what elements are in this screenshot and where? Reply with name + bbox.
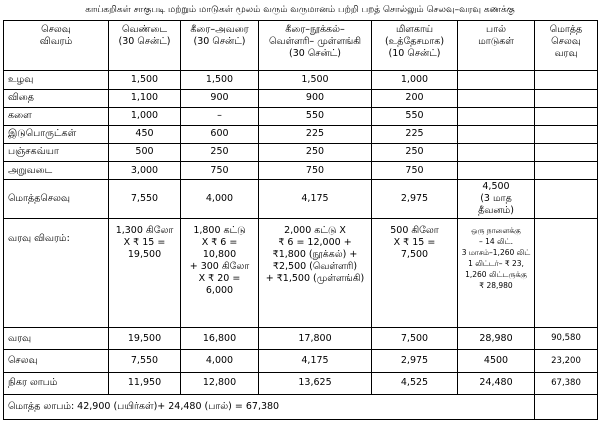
income-calc-cell: [181, 219, 259, 328]
cell-line: செலவு: [41, 24, 71, 35]
income-calc-cell: [458, 219, 535, 328]
value-cell: 250: [259, 143, 372, 161]
cell-line: மாடுகள்: [478, 36, 514, 47]
cell-line: விவரம்: [39, 36, 73, 47]
value-cell: 1,100: [109, 89, 181, 107]
income-calc-cell: [372, 219, 458, 328]
cell-line: X ₹ 20 =: [198, 273, 241, 285]
column-header: [259, 21, 372, 71]
value-cell: 1,500: [259, 71, 372, 89]
value-cell: 1,000: [109, 107, 181, 125]
value-cell: 4,175: [259, 180, 372, 219]
value-cell: [458, 71, 535, 89]
value-cell: 250: [181, 143, 259, 161]
cell-line: X ₹ 15 =: [393, 237, 436, 249]
cell-line: (30 சென்ட்): [118, 36, 171, 47]
cell-line: + 300 கிலோ: [189, 261, 250, 273]
value-cell: 16,800: [181, 328, 259, 350]
value-cell: 28,980: [458, 328, 535, 350]
cell-line: 1,300 கிலோ: [115, 225, 174, 237]
value-cell: 600: [181, 125, 259, 143]
value-cell: 2,975: [372, 180, 458, 219]
footer-row: [4, 394, 598, 419]
value-cell: 24,480: [458, 372, 535, 394]
cell-line: மிளகாய்: [395, 24, 434, 35]
column-header: [458, 21, 535, 71]
value-cell: [458, 89, 535, 107]
value-cell: 13,625: [259, 372, 372, 394]
value-cell: –: [181, 107, 259, 125]
value-cell: 4,000: [181, 180, 259, 219]
column-header: [535, 21, 598, 71]
row-label: வரவு: [4, 328, 109, 350]
expense-income-table: [3, 20, 598, 420]
value-cell: 4500: [458, 350, 535, 372]
row-label: மொத்தசெலவு: [4, 180, 109, 219]
cell-line: ₹ 28,980: [479, 281, 513, 291]
cell-line: 19,500: [127, 249, 162, 261]
income-calc-cell: [259, 219, 372, 328]
header-row: [4, 21, 598, 71]
row-label: நிகர லாபம்: [4, 372, 109, 394]
value-cell: 4,525: [372, 372, 458, 394]
value-cell: [458, 125, 535, 143]
value-cell: 90,580: [535, 328, 598, 350]
cell-line: 2,000 கட்டு X: [284, 225, 346, 237]
expense-row: [4, 125, 598, 143]
income-detail-row: [4, 219, 598, 328]
value-cell: [458, 162, 535, 180]
income-calc-cell: [109, 219, 181, 328]
row-label: இடுபொருட்கள்: [4, 125, 109, 143]
row-label: வரவு விவரம்:: [4, 219, 109, 328]
row-label: செலவு: [4, 350, 109, 372]
row-label: விதை: [4, 89, 109, 107]
expense-row: [4, 71, 598, 89]
value-cell: 250: [372, 143, 458, 161]
value-cell: [535, 162, 598, 180]
footer-empty-cell: [535, 394, 598, 419]
value-cell: 750: [181, 162, 259, 180]
cell-line: கீரை–அவரை: [190, 24, 249, 35]
cell-line: வரவு: [554, 48, 578, 59]
cell-line: வெண்டை: [121, 24, 168, 35]
cell-line: ₹ 6 = 12,000 +: [278, 237, 352, 249]
cell-line: 6,000: [205, 285, 234, 297]
row-label: உழவு: [4, 71, 109, 89]
cell-line: + ₹1,500 (முள்ளங்கி): [265, 273, 365, 285]
value-cell: [458, 143, 535, 161]
value-cell: 900: [181, 89, 259, 107]
expense-row: [4, 89, 598, 107]
value-cell: 900: [259, 89, 372, 107]
cell-line: 10,800: [202, 249, 237, 261]
value-cell: 225: [259, 125, 372, 143]
value-cell: 23,200: [535, 350, 598, 372]
value-cell: [535, 125, 598, 143]
value-cell: 550: [259, 107, 372, 125]
expense-row: [4, 162, 598, 180]
column-header: [109, 21, 181, 71]
empty-cell: [535, 219, 598, 328]
column-header: [372, 21, 458, 71]
value-cell: 11,950: [109, 372, 181, 394]
cell-line: (3 மாத: [480, 193, 512, 205]
value-cell: 67,380: [535, 372, 598, 394]
value-cell: [458, 107, 535, 125]
summary-row: [4, 328, 598, 350]
value-cell: 4,000: [181, 350, 259, 372]
cell-line: 1,260 லிட்டருக்கு: [465, 270, 527, 280]
cell-line: ஒரு நாளைக்கு: [471, 226, 521, 236]
value-cell: 550: [372, 107, 458, 125]
summary-row: [4, 350, 598, 372]
value-cell: 7,550: [109, 350, 181, 372]
value-cell: 500: [109, 143, 181, 161]
value-cell: 7,500: [372, 328, 458, 350]
cell-line: தீவனம்): [478, 205, 514, 217]
cell-line: 3 மாசம்–1,260 லிட்: [461, 248, 531, 258]
empty-cell: [535, 180, 598, 219]
cell-line: ₹1,800 (நூக்கல்) +: [272, 249, 358, 261]
value-cell: 4,175: [259, 350, 372, 372]
value-cell: 200: [372, 89, 458, 107]
total-profit-text: மொத்த லாபம்: 42,900 (பயிர்கள்)+ 24,480 (பால்) = 67,380: [4, 394, 535, 419]
total-expense-row: [4, 180, 598, 219]
cell-line: மொத்த: [549, 24, 583, 35]
cell-line: 4,500: [482, 181, 510, 193]
cell-line: 1,800 கட்டு: [193, 225, 246, 237]
row-label: பஞ்சகவ்யா: [4, 143, 109, 161]
cell-line: X ₹ 15 =: [123, 237, 166, 249]
cell-line: 1 லிட்டர்– ₹ 23,: [468, 259, 524, 269]
cell-line: – 14 லிட்.: [478, 237, 514, 247]
cell-line: 500 கிலோ: [390, 225, 439, 237]
value-cell: 750: [259, 162, 372, 180]
value-cell: 7,550: [109, 180, 181, 219]
expense-row: [4, 143, 598, 161]
value-cell: 12,800: [181, 372, 259, 394]
value-cell: 3,000: [109, 162, 181, 180]
value-cell: 19,500: [109, 328, 181, 350]
value-cell: 1,500: [109, 71, 181, 89]
row-label: களை: [4, 107, 109, 125]
cell-line: (உத்தேசமாக): [384, 36, 445, 47]
cell-line: பால்: [486, 24, 506, 35]
value-cell: [535, 107, 598, 125]
cell-line: வெள்ளரி– முள்ளங்கி: [268, 36, 362, 47]
value-cell: 450: [109, 125, 181, 143]
value-cell: 17,800: [259, 328, 372, 350]
table-title: காய்கறிகள் சாகுபடி மற்றும் மாடுகள் மூலம் வரும் வருமானம் பற்றி பறத் சொல்லும் செலவு–வரவு கணக்கு: [85, 5, 515, 15]
expense-row: [4, 107, 598, 125]
cell-line: ₹2,500 (வெள்ளரி): [272, 261, 358, 273]
value-cell: [535, 143, 598, 161]
value-cell: [535, 89, 598, 107]
cell-line: (30 சென்ட்): [193, 36, 246, 47]
cell-line: 7,500: [400, 249, 429, 261]
column-header: [181, 21, 259, 71]
summary-row: [4, 372, 598, 394]
value-cell: [535, 71, 598, 89]
milk-expense-cell: [458, 180, 535, 219]
value-cell: 225: [372, 125, 458, 143]
cell-line: (30 சென்ட்): [289, 48, 341, 59]
row-label: அறுவடை: [4, 162, 109, 180]
value-cell: 1,000: [372, 71, 458, 89]
cell-line: கீரை–நூக்கல்–: [285, 24, 345, 35]
value-cell: 1,500: [181, 71, 259, 89]
cell-line: செலவு: [551, 36, 581, 47]
cell-line: (10 சென்ட்): [388, 48, 441, 59]
cell-line: X ₹ 6 =: [201, 237, 238, 249]
column-header: [4, 21, 109, 71]
value-cell: 2,975: [372, 350, 458, 372]
value-cell: 750: [372, 162, 458, 180]
